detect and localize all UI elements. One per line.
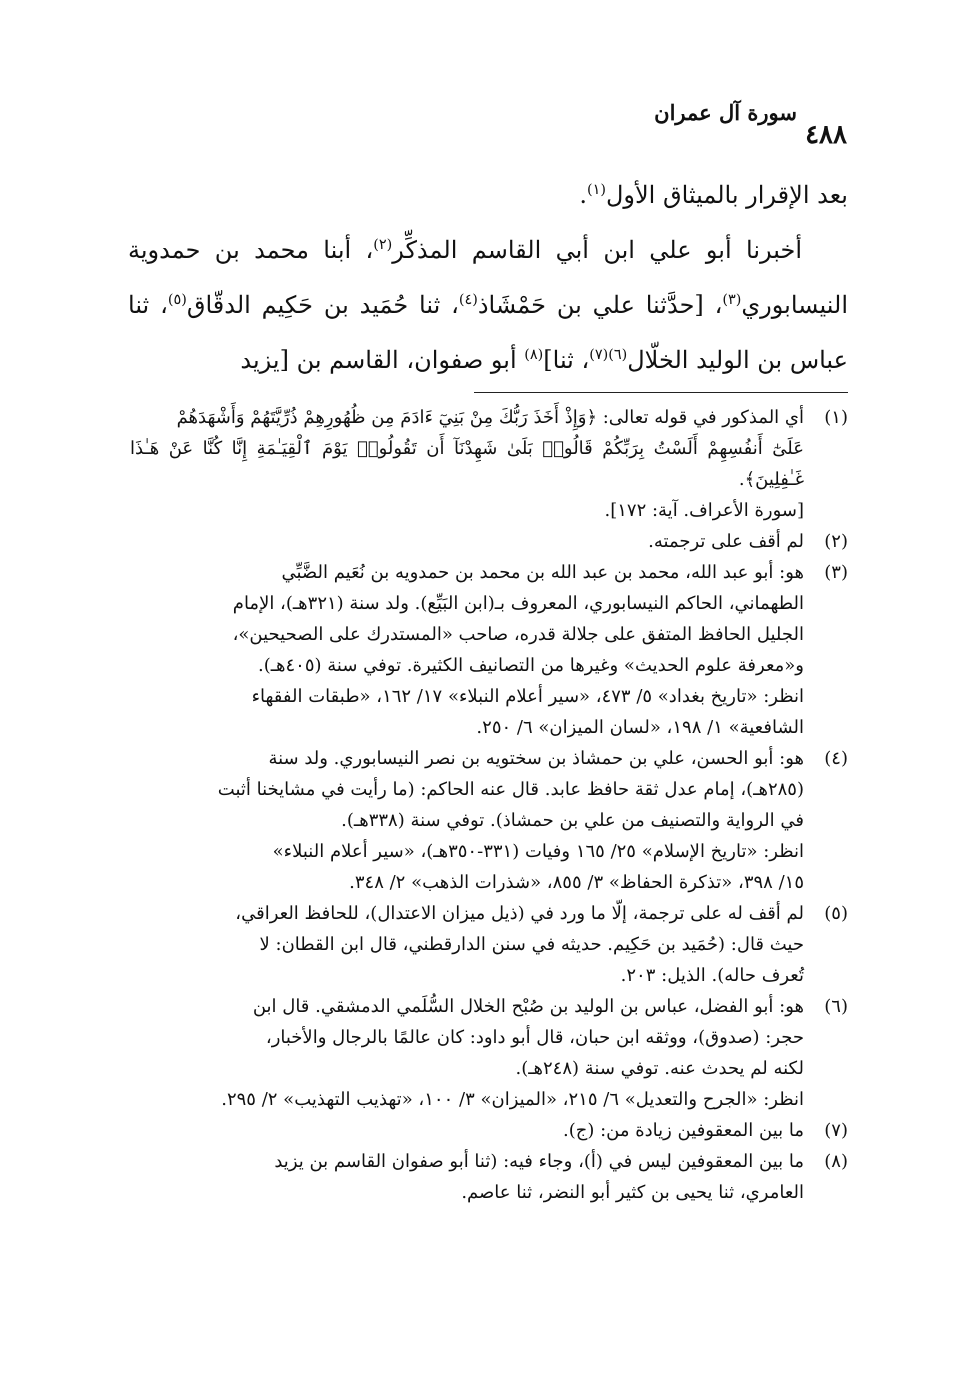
footnote-ref-1[interactable]: (١) bbox=[586, 182, 606, 198]
footnote-line: في الرواية والتصنيف من علي بن حمشاذ). توفي سنة (٣٣٨هـ). bbox=[341, 810, 804, 831]
footnote-text bbox=[130, 898, 804, 991]
text-run: ، ثنا] bbox=[543, 346, 590, 374]
footnote-number: (١) bbox=[824, 407, 848, 428]
footnote-line: لم أقف له على ترجمة، إلّا ما ورد في (ذيل ميزان الاعتدال)، للحافظ العراقي، bbox=[235, 903, 804, 924]
running-header-title: سورة آل عمران bbox=[654, 100, 797, 125]
footnote-line: حيث قال: (حُمَيد بن حَكِيم. حديثه في سنن الدارقطني، قال ابن القطان: لا bbox=[259, 934, 804, 955]
footnote-line: ما بين المعقوفين ليس في (أ)، وجاء فيه: (ثنا أبو صفوان القاسم بن يزيد bbox=[274, 1151, 804, 1172]
footnote-line: و«معرفة علوم الحديث» وغيرها من التصانيف الكثيرة. توفي سنة (٤٠٥هـ). bbox=[258, 655, 804, 676]
footnote-ref-6[interactable]: (٦) bbox=[608, 347, 628, 363]
footnote-text bbox=[130, 557, 804, 743]
text-run: ، [حدَّثنا علي بن حَمْشَاذ bbox=[477, 291, 723, 319]
footnote-text bbox=[130, 1146, 804, 1208]
text-run: . bbox=[579, 181, 587, 209]
footnote-line: ما بين المعقوفين زيادة من: (ج). bbox=[562, 1120, 804, 1141]
footnote-line: الطهماني، الحاكم النيسابوري، المعروف بـ(ابن البَيِّع). ولد سنة (٣٢١هـ)، الإمام bbox=[232, 593, 804, 614]
footnote-text bbox=[130, 743, 804, 898]
footnote-number: (٧) bbox=[824, 1120, 848, 1141]
footnote-line: انظر: «الجرح والتعديل» ٦/ ٢١٥، «الميزان» ٣/ ١٠٠، «تهذيب التهذيب» ٢/ ٢٩٥. bbox=[221, 1089, 804, 1110]
footnote-line: لكنه لم يحدث عنه. توفي سنة (٢٤٨هـ). bbox=[515, 1058, 804, 1079]
text-run: أبو صفوان، القاسم بن [يزيد bbox=[240, 346, 525, 374]
footnote-ref-3[interactable]: (٣) bbox=[722, 292, 742, 308]
footnote-text bbox=[130, 1115, 804, 1146]
footnote-ref-5[interactable]: (٥) bbox=[167, 292, 187, 308]
main-text bbox=[128, 168, 848, 388]
footnote-number: (٨) bbox=[824, 1151, 848, 1172]
text-run: ، ثنا عباس بن الوليد الخلّال bbox=[128, 291, 848, 374]
footnote-line: انظر: «تاريخ بغداد» ٥/ ٤٧٣، «سير أعلام النبلاء» ١٧/ ١٦٢، «طبقات الفقهاء bbox=[251, 686, 804, 707]
footnote-separator bbox=[474, 392, 848, 393]
footnote-text bbox=[130, 402, 804, 526]
footnote-line: حجر: (صدوق)، ووثقه ابن حبان، قال أبو داود: كان عالمًا بالرجال والأخبار، bbox=[265, 1027, 804, 1048]
footnote-ref-7[interactable]: (٧) bbox=[589, 347, 609, 363]
footnote-line: انظر: «تاريخ الإسلام» ٢٥/ ١٦٥ وفيات (٣٣١-٣٥٠هـ)، «سير أعلام النبلاء» bbox=[272, 841, 804, 862]
footnote-line: عَلَىٰٓ أَنفُسِهِمْ أَلَسْتُ بِرَبِّكُمْ قَالُوا۟ بَلَىٰ شَهِدْنَآ أَن تَقُولُوا۟ يَوْمَ ٱلْقِيَـٰمَةِ إِنَّا كُنَّا عَنْ هَـٰذَا غَـٰفِلِينَ﴾. bbox=[130, 438, 804, 490]
footnote-6 bbox=[130, 991, 848, 1115]
footnote-text bbox=[130, 526, 804, 557]
text-run: بعد الإقرار بالميثاق الأول bbox=[605, 181, 848, 209]
footnote-2 bbox=[130, 526, 848, 557]
footnote-4 bbox=[130, 743, 848, 898]
footnote-line: (٢٨٥هـ)، إمام عدل ثقة حافظ عابد. قال عنه الحاكم: (ما رأيت في مشايخنا أثبت bbox=[217, 779, 804, 800]
footnote-line: الجليل الحافظ المتفق على جلالة قدره، صاحب «المستدرك على الصحيحين»، bbox=[232, 624, 804, 645]
footnote-number: (٣) bbox=[824, 562, 848, 583]
footnote-text bbox=[130, 991, 804, 1115]
footnote-line: الشافعية» ١/ ١٩٨، «لسان الميزان» ٦/ ٢٥٠. bbox=[476, 717, 804, 738]
text-run: أخبرنا أبو علي ابن أبي القاسم المذكِّر bbox=[392, 236, 802, 264]
footnote-3 bbox=[130, 557, 848, 743]
footnote-line: لم أقف على ترجمته. bbox=[648, 531, 804, 552]
footnote-1 bbox=[130, 402, 848, 526]
footnote-ref-2[interactable]: (٢) bbox=[373, 237, 393, 253]
paragraph-1 bbox=[128, 168, 848, 223]
footnote-line: هو: أبو الحسن، علي بن حمشاذ بن سختويه بن نصر النيسابوري. ولد سنة bbox=[268, 748, 804, 769]
footnote-line: هو: أبو الفضل، عباس بن الوليد بن صُبْح الخلال السُّلَمي الدمشقي. قال ابن bbox=[252, 996, 804, 1017]
footnote-line: هو: أبو عبد الله، محمد بن عبد الله بن محمد بن حمدويه بن نُعَيم الضَّبِّي bbox=[281, 562, 804, 583]
footnote-line: [سورة الأعراف. آية: ١٧٢]. bbox=[604, 500, 804, 521]
page-number: ٤٨٨ bbox=[805, 120, 847, 150]
footnote-line: تُعرف حاله). الذيل: ٢٠٣. bbox=[620, 965, 804, 986]
footnote-number: (٦) bbox=[824, 996, 848, 1017]
footnote-8 bbox=[130, 1146, 848, 1208]
footnote-5 bbox=[130, 898, 848, 991]
footnote-line: أي المذكور في قوله تعالى: ﴿وَإِذْ أَخَذَ رَبُّكَ مِنْ بَنِيٓ ءَادَمَ مِن ظُهُورِهِمْ ذُرِّيَّتَهُمْ وَأَشْهَدَهُمْ bbox=[176, 407, 804, 428]
text-run: ، أبنا محمد بن حمدوية النيسابوري bbox=[128, 236, 848, 319]
footnote-ref-4[interactable]: (٤) bbox=[458, 292, 478, 308]
text-run: ، ثنا حُمَيد بن حَكِيم الدقّاق bbox=[186, 291, 459, 319]
footnote-number: (٢) bbox=[824, 531, 848, 552]
footnote-number: (٥) bbox=[824, 903, 848, 924]
footnote-number: (٤) bbox=[824, 748, 848, 769]
footnote-line: ١٥/ ٣٩٨، «تذكرة الحفاظ» ٣/ ٨٥٥، «شذرات الذهب» ٢/ ٣٤٨. bbox=[349, 872, 804, 893]
footnote-line: العامري، ثنا يحيى بن كثير أبو النضر، ثنا عاصم. bbox=[461, 1182, 804, 1203]
footnote-ref-8[interactable]: (٨) bbox=[524, 347, 544, 363]
footnotes bbox=[130, 402, 848, 1208]
footnote-7 bbox=[130, 1115, 848, 1146]
paragraph-2 bbox=[128, 223, 848, 388]
